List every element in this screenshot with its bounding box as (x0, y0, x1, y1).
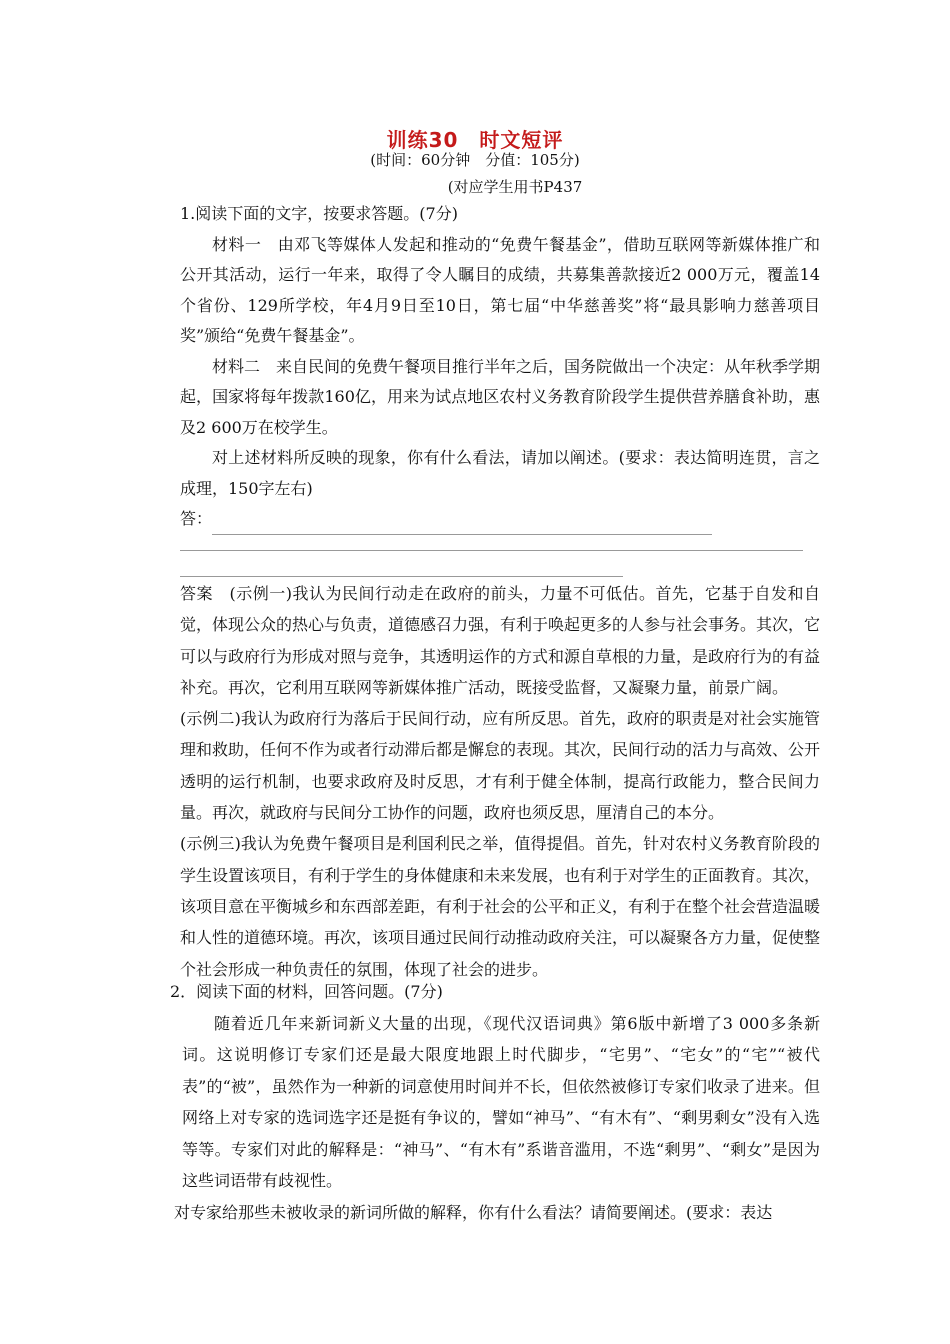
book-reference: (对应学生用书P437 (447, 178, 583, 196)
answer-example-2: (示例二)我认为政府行为落后于民间行动，应有所反思。首先，政府的职责是对社会实施管理和救助，任何不作为或者行动滞后都是懈怠的表现。其次，民间行动的活力与高效、公开透明的运行机制，也要求政府及时反思，才有利于健全体制，提高行政能力，整合民间力量。再次，就政府与民间分工协作的问题，政府也须反思，厘清自己的本分。 (180, 709, 821, 823)
answer-example-1: 答案 (示例一)我认为民间行动走在政府的前头，力量不可低估。首先，它基于自发和自觉，体现公众的热心与负责，道德感召力强，有利于唤起更多的人参与社会事务。其次，它可以与政府行为形成对照与竞争，其透明运作的方式和源自草根的力量，是政府行为的有益补充。再次，它利用互联网等新媒体推广活动，既接受监督，又凝聚力量，前景广阔。 (180, 584, 821, 697)
page-title: 训练30 时文短评 (386, 128, 564, 152)
question-2-instruction: 对专家给那些未被收录的新词所做的解释，你有什么看法？请简要阐述。(要求：表达 (174, 1202, 773, 1222)
answer-label: 答： (180, 509, 213, 528)
question-2-prompt: 2．阅读下面的材料，回答问题。(7分) (170, 982, 443, 1001)
answer-section (180, 578, 820, 985)
question-1-prompt: 1.阅读下面的文字，按要求答题。(7分) (180, 204, 458, 223)
answer-blank-line (180, 576, 623, 577)
time-score-info: (时间：60分钟 分值：105分) (370, 151, 580, 169)
question-1 (180, 199, 820, 535)
question-1-instruction: 对上述材料所反映的现象，你有什么看法，请加以阐述。(要求：表达简明连贯，言之成理，150字左右) (180, 448, 820, 498)
question-2 (170, 976, 820, 1228)
answer-row (180, 504, 820, 535)
material-2: 材料二 来自民间的免费午餐项目推行半年之后，国务院做出一个决定：从年秋季学期起，国家将每年拨款160亿，用来为试点地区农村义务教育阶段学生提供营养膳食补助，惠及2 600万在校学生。 (180, 356, 821, 437)
question-2-material: 随着近几年来新词新义大量的出现，《现代汉语词典》第6版中新增了3 000多条新词。这说明修订专家们还是最大限度地跟上时代脚步，“宅男”、“宅女”的“宅”“被代表”的“被”，虽然作为一种新的词意使用时间并不长，但依然被修订专家们收录了进来。但网络上对专家的选词选字还是挺有争议的，譬如“神马”、“有木有”、“剩男剩女”没有入选等等。专家们对此的解释是：“神马”、“有木有”系谐音滥用，不选“剩男”、“剩女”是因为这些词语带有歧视性。 (182, 1013, 820, 1190)
answer-example-3: (示例三)我认为免费午餐项目是利国利民之举，值得提倡。首先，针对农村义务教育阶段的学生设置该项目，有利于学生的身体健康和未来发展，也有利于对学生的正面教育。其次，该项目意在平衡城乡和东西部差距，有利于社会的公平和正义，有利于在整个社会营造温暖和人性的道德环境。再次，该项目通过民间行动推动政府关注，可以凝聚各方力量，促使整个社会形成一种负责任的氛围，体现了社会的进步。 (180, 834, 821, 979)
material-1: 材料一 由邓飞等媒体人发起和推动的“免费午餐基金”，借助互联网等新媒体推广和公开其活动，运行一年来，取得了令人瞩目的成绩，共募集善款接近2 000万元，覆盖14个省份、129所学校，年4月9日至10日，第七届“中华慈善奖”将“最具影响力慈善项目奖”颁给“免费午餐基金”。 (180, 234, 820, 345)
answer-blank-line (212, 514, 712, 535)
answer-blank-line (180, 550, 803, 551)
